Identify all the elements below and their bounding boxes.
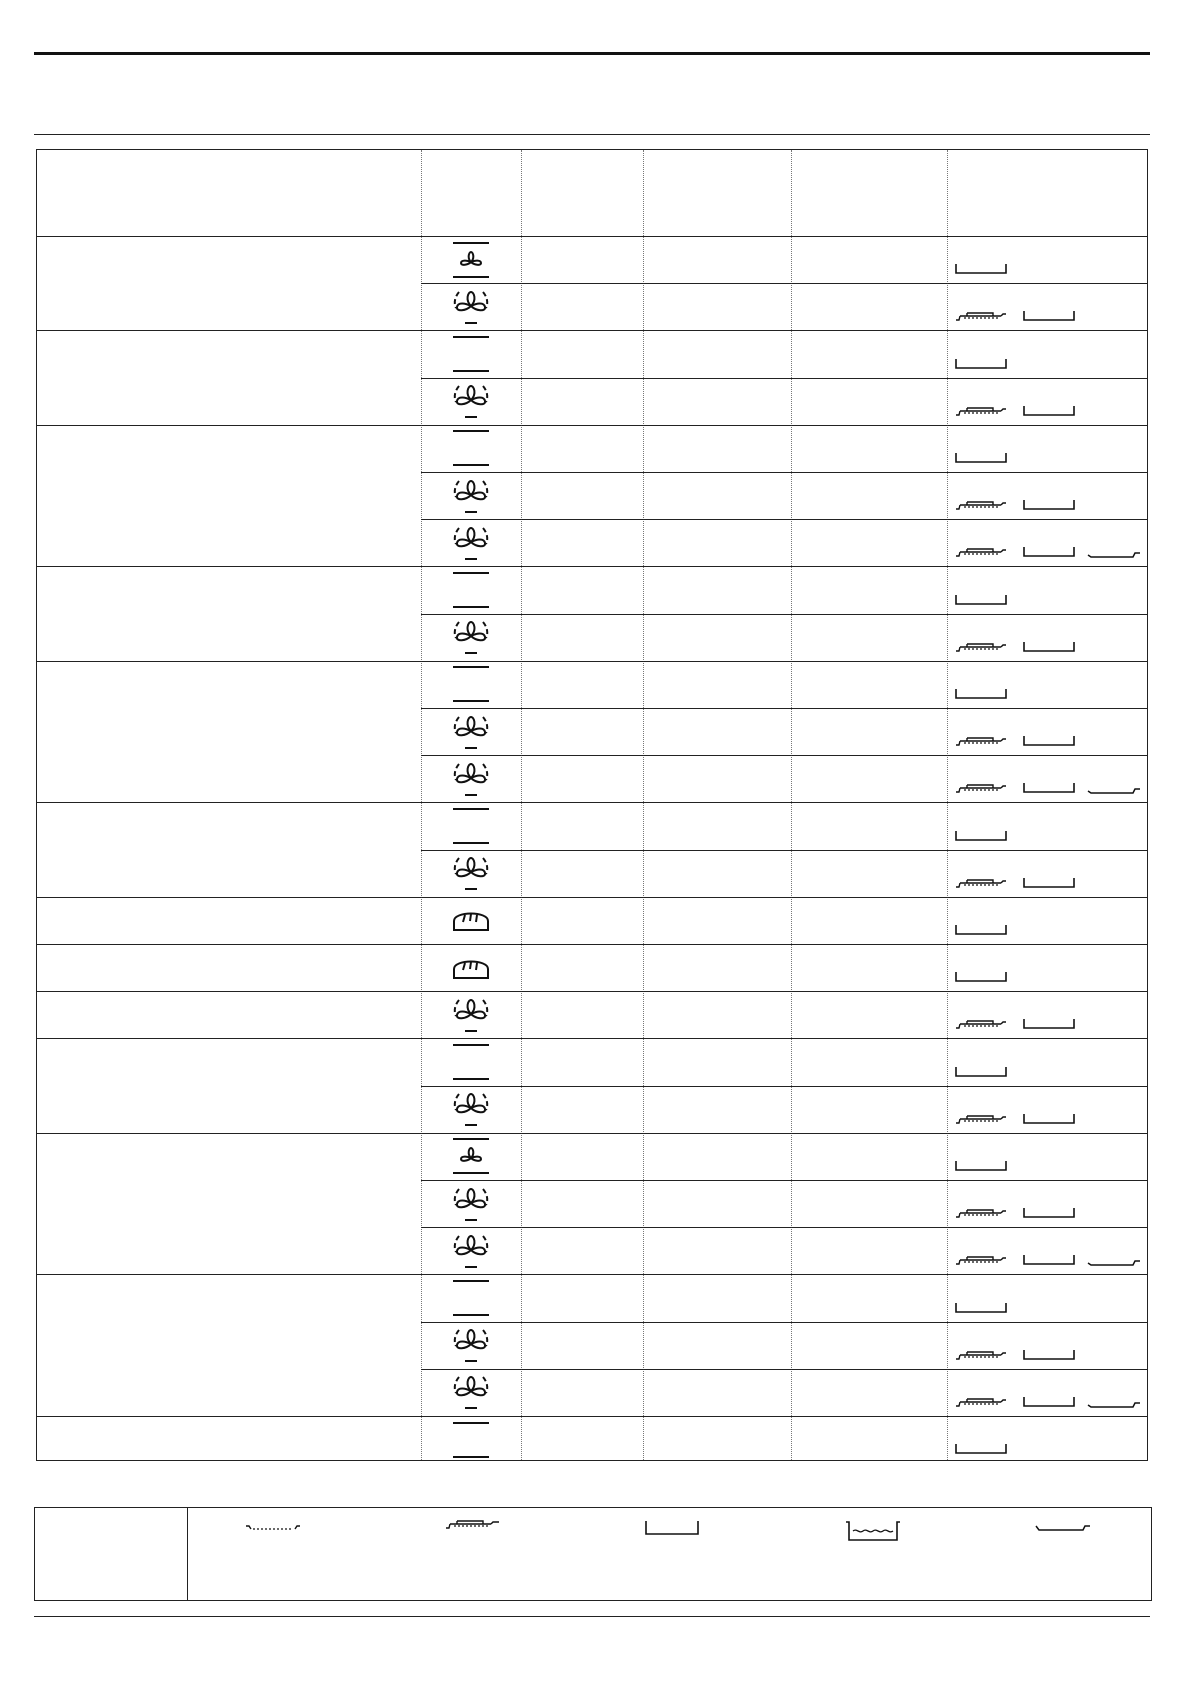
accessory-cell <box>955 802 1145 849</box>
tray-icon <box>1023 405 1075 417</box>
tray-icon <box>1023 310 1075 322</box>
accessory-cell <box>955 755 1145 802</box>
fan-hot-air-icon <box>421 1322 521 1369</box>
flat-tray-icon <box>1087 782 1141 794</box>
grid-icon <box>955 877 1011 889</box>
tray-icon <box>1023 1018 1075 1030</box>
grid-icon <box>955 546 1011 558</box>
tray-icon <box>955 971 1007 983</box>
header-rule <box>34 52 1150 55</box>
accessory-cell <box>955 378 1145 425</box>
fan-hot-air-icon <box>421 1086 521 1133</box>
tray-icon <box>1023 782 1075 794</box>
deep-pan-icon <box>845 1520 901 1542</box>
fan-hot-air-icon <box>421 991 521 1038</box>
flat-tray-icon <box>1035 1520 1091 1534</box>
grid-icon <box>955 735 1011 747</box>
tray-icon <box>955 1443 1007 1455</box>
tray-icon <box>1023 546 1075 558</box>
accessory-cell <box>955 1038 1145 1085</box>
flat-tray-icon <box>1087 1254 1141 1266</box>
column-divider <box>947 150 948 1460</box>
fan-hot-air-icon <box>421 614 521 661</box>
accessory-legend <box>34 1507 1152 1601</box>
tray-icon <box>1023 1396 1075 1408</box>
accessory-cell <box>955 566 1145 613</box>
fan-hot-air-icon <box>421 1227 521 1274</box>
accessory-cell <box>955 661 1145 708</box>
fan-small-icon <box>421 236 521 283</box>
tray-icon <box>645 1520 699 1536</box>
tray-icon <box>955 1160 1007 1172</box>
accessory-cell <box>955 472 1145 519</box>
column-divider <box>643 150 644 1460</box>
tray-icon <box>1023 1113 1075 1125</box>
grid-icon <box>955 1396 1011 1408</box>
grid-icon <box>955 1207 1011 1219</box>
accessory-cell <box>955 519 1145 566</box>
accessory-cell <box>955 425 1145 472</box>
top-bottom-heat-icon <box>421 1416 521 1463</box>
flat-tray-icon <box>1087 1396 1141 1408</box>
footer-rule <box>34 1616 1150 1617</box>
grid-icon <box>445 1520 501 1534</box>
fan-hot-air-icon <box>421 283 521 330</box>
accessory-cell <box>955 236 1145 283</box>
tray-icon <box>1023 735 1075 747</box>
accessory-cell <box>955 1322 1145 1369</box>
fan-hot-air-icon <box>421 708 521 755</box>
accessory-cell <box>955 1133 1145 1180</box>
accessory-cell <box>955 1227 1145 1274</box>
fan-hot-air-icon <box>421 850 521 897</box>
column-divider <box>791 150 792 1460</box>
grid-icon <box>955 499 1011 511</box>
fan-hot-air-icon <box>421 1180 521 1227</box>
accessory-cell <box>955 1086 1145 1133</box>
tray-icon <box>1023 1349 1075 1361</box>
wire-shelf-icon <box>245 1520 301 1534</box>
tray-icon <box>1023 877 1075 889</box>
top-bottom-heat-icon <box>421 566 521 613</box>
tray-icon <box>955 452 1007 464</box>
legend-divider <box>187 1508 188 1600</box>
fan-small-icon <box>421 1133 521 1180</box>
tray-icon <box>1023 499 1075 511</box>
grid-icon <box>955 782 1011 794</box>
tray-icon <box>955 594 1007 606</box>
flat-tray-icon <box>1087 546 1141 558</box>
top-bottom-heat-icon <box>421 1038 521 1085</box>
accessory-cell <box>955 283 1145 330</box>
tray-icon <box>955 1302 1007 1314</box>
tray-icon <box>955 1066 1007 1078</box>
accessory-cell <box>955 330 1145 377</box>
tray-icon <box>955 830 1007 842</box>
grid-icon <box>955 641 1011 653</box>
accessory-cell <box>955 1416 1145 1463</box>
accessory-cell <box>955 1180 1145 1227</box>
top-bottom-heat-icon <box>421 425 521 472</box>
accessory-cell <box>955 614 1145 661</box>
column-divider <box>521 150 522 1460</box>
tray-icon <box>1023 1254 1075 1266</box>
accessory-cell <box>955 850 1145 897</box>
bread-icon <box>421 944 521 991</box>
top-bottom-heat-icon <box>421 661 521 708</box>
tray-icon <box>955 358 1007 370</box>
bread-icon <box>421 897 521 944</box>
accessory-cell <box>955 991 1145 1038</box>
grid-icon <box>955 1349 1011 1361</box>
tray-icon <box>1023 1207 1075 1219</box>
accessory-cell <box>955 1274 1145 1321</box>
fan-hot-air-icon <box>421 472 521 519</box>
accessory-cell <box>955 708 1145 755</box>
grid-icon <box>955 1254 1011 1266</box>
grid-icon <box>955 310 1011 322</box>
fan-hot-air-icon <box>421 519 521 566</box>
tray-icon <box>1023 641 1075 653</box>
fan-hot-air-icon <box>421 378 521 425</box>
grid-icon <box>955 405 1011 417</box>
top-bottom-heat-icon <box>421 330 521 377</box>
top-bottom-heat-icon <box>421 802 521 849</box>
tray-icon <box>955 688 1007 700</box>
tray-icon <box>955 924 1007 936</box>
fan-hot-air-icon <box>421 755 521 802</box>
fan-hot-air-icon <box>421 1369 521 1416</box>
accessory-cell <box>955 1369 1145 1416</box>
baking-table <box>36 149 1148 1461</box>
tray-icon <box>955 263 1007 275</box>
grid-icon <box>955 1018 1011 1030</box>
accessory-cell <box>955 944 1145 991</box>
grid-icon <box>955 1113 1011 1125</box>
header-subrule <box>34 134 1150 135</box>
top-bottom-heat-icon <box>421 1274 521 1321</box>
accessory-cell <box>955 897 1145 944</box>
